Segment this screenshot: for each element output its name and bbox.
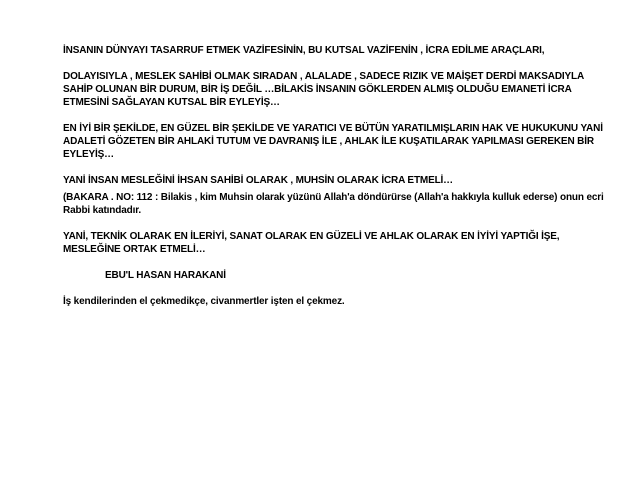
slide-content xyxy=(63,44,608,308)
paragraph-stewardship-duty: İNSANIN DÜNYAYI TASARRUF ETMEK VAZİFESİNİN, BU KUTSAL VAZİFENİN , İCRA EDİLME ARAÇLARI, xyxy=(63,45,545,56)
paragraph-technique-art-ethics: YANİ, TEKNİK OLARAK EN İLERİYİ, SANAT OLARAK EN GÜZELİ VE AHLAK OLARAK EN İYİYİ YAPTIĞI İŞE, MESLEĞİNE ORTAK ETMELİ… xyxy=(63,231,560,255)
quote-text: İş kendilerinden el çekmedikçe, civanmertler işten el çekmez. xyxy=(63,296,345,307)
paragraph-bakara-quote: (BAKARA . NO: 112 : Bilakis , kim Muhsin olarak yüzünü Allah'a döndürürse (Allah'a hakkıyla kulluk ederse) onun ecri Rabbi katındadır. xyxy=(63,192,604,216)
paragraph-profession-sacred-act: DOLAYISIYLA , MESLEK SAHİBİ OLMAK SIRADAN , ALALADE , SADECE RIZIK VE MAİŞET DERDİ MAKSADIYLA SAHİP OLUNAN BİR DURUM, BİR İŞ DEĞİL …BİLAKİS İNSANIN GÖKLERDEN ALMIŞ OLDUĞU EMANETİ İCRA ETMESİNİ SAĞLAYAN KUTSAL BİR EYLEYİŞ… xyxy=(63,71,584,108)
quote-author: EBU'L HASAN HARAKANİ xyxy=(105,270,226,281)
paragraph-best-way-ethics: EN İYİ BİR ŞEKİLDE, EN GÜZEL BİR ŞEKİLDE VE YARATICI VE BÜTÜN YARATILMIŞLARIN HAK VE HUKUKUNU YANİ ADALETİ GÖZETEN BİR AHLAKİ TUTUM VE DAVRANIŞ İLE , AHLAK İLE KUŞATILARAK YAPILMASI GEREKEN BİR EYLEYİŞ… xyxy=(63,123,603,160)
paragraph-ihsan: YANİ İNSAN MESLEĞİNİ İHSAN SAHİBİ OLARAK , MUHSİN OLARAK İCRA ETMELİ… xyxy=(63,175,454,186)
